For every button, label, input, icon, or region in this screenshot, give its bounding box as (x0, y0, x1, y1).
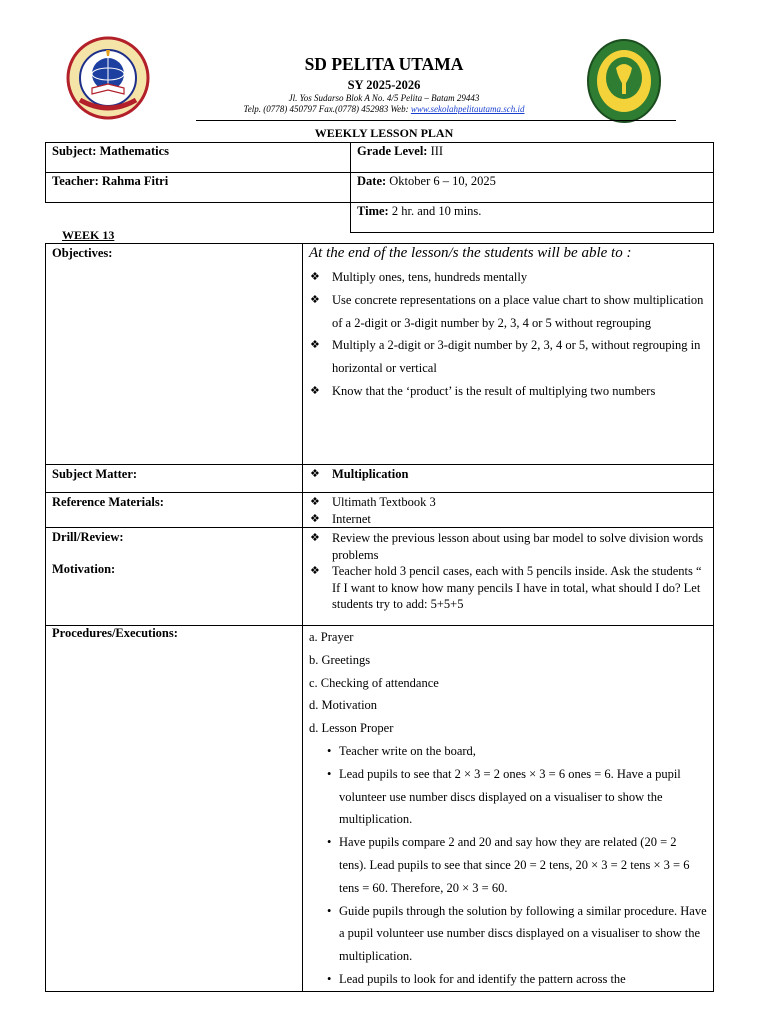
reference-label: Reference Materials: (46, 493, 303, 528)
date-value: Oktober 6 – 10, 2025 (386, 174, 496, 188)
contact-numbers: Telp. (0778) 450797 Fax.(0778) 452983 Web: (243, 104, 411, 114)
school-contact (0, 104, 768, 114)
drill-label: Drill/Review: (52, 530, 124, 544)
time-label: Time: (357, 204, 389, 218)
lesson-bullet: • Teacher write on the board, (327, 740, 707, 763)
date-label: Date: (357, 174, 387, 188)
objective-item: ❖ Use concrete representations on a place value chart to show multiplication of a 2-digit or 3-digit number by 2, 3, 4 or 5 without regrouping (309, 289, 707, 335)
time-value: 2 hr. and 10 mins. (388, 204, 482, 218)
objectives-intro: At the end of the lesson/s the students will be able to : (309, 245, 632, 261)
drill-motivation-labels (46, 528, 303, 626)
procedure-step: b. Greetings (309, 652, 371, 667)
reference-content (303, 493, 714, 528)
date-cell (351, 173, 714, 203)
subject-matter-label: Subject Matter: (46, 465, 303, 493)
lesson-bullet: • Guide pupils through the solution by following a similar procedure. Have a pupil volunteer use number discs displayed on a visualiser to show the multiplication. (327, 900, 707, 968)
website-link[interactable]: www.sekolahpelitautama.sch.id (410, 104, 525, 114)
procedure-step: c. Checking of attendance (309, 675, 439, 690)
drill-motivation-content (303, 528, 714, 626)
objectives-label: Objectives: (46, 244, 303, 465)
week-label: WEEK 13 (62, 228, 115, 242)
procedure-step: d. Lesson Proper (309, 721, 394, 736)
school-address: Jl. Yos Sudarso Blok A No. 4/5 Pelita – Batam 29443 (288, 93, 480, 103)
school-year: SY 2025-2026 (347, 78, 421, 92)
lesson-bullet: • Lead pupils to see that 2 × 3 = 2 ones × 3 = 6 ones = 6. Have a pupil volunteer use number discs displayed on a visualiser to show the multiplication. (327, 763, 707, 831)
info-table (45, 142, 714, 233)
subject-matter-content (303, 465, 714, 493)
grade-label: Grade Level: (357, 144, 428, 158)
grade-value: III (427, 144, 444, 158)
lesson-bullet: • Have pupils compare 2 and 20 and say how they are related (20 = 2 tens). Lead pupils to see that since 20 = 2 tens, 20 × 3 = 2 tens × 3 = 6 tens = 60. Therefore, 20 × 3 = 60. (327, 831, 707, 899)
lesson-bullet: • Lead pupils to look for and identify the pattern across the (327, 968, 707, 991)
header-divider (196, 120, 676, 121)
lesson-table (45, 243, 714, 992)
subject-cell: Subject: Mathematics (46, 143, 351, 173)
plan-title: WEEKLY LESSON PLAN (314, 126, 454, 140)
objective-item: ❖ Multiply a 2-digit or 3-digit number by 2, 3, 4 or 5, without regrouping in horizontal or vertical (309, 334, 707, 380)
motivation-text: ❖ Teacher hold 3 pencil cases, each with 5 pencils inside. Ask the students “ If I want to know how many pencils I have in total, what should I do? Let students try to add: 5+5+5 (309, 563, 707, 613)
teacher-cell: Teacher: Rahma Fitri (46, 173, 351, 203)
objectives-content (303, 244, 714, 465)
drill-text: ❖ Review the previous lesson about using bar model to solve division words problems (309, 530, 707, 563)
lesson-proper-list (309, 740, 707, 991)
objective-item: ❖ Multiply ones, tens, hundreds mentally (309, 266, 707, 289)
procedures-label: Procedures/Executions: (46, 626, 303, 992)
time-cell (351, 203, 714, 233)
procedures-content (303, 626, 714, 992)
reference-item: ❖ Internet (309, 511, 707, 528)
subject-matter-value: ❖ Multiplication (309, 466, 707, 483)
procedure-step: d. Motivation (309, 698, 378, 713)
drill-motivation-list (309, 530, 707, 613)
reference-list (309, 494, 707, 527)
objective-item: ❖ Know that the ‘product’ is the result of multiplying two numbers (309, 380, 707, 403)
objectives-list (309, 266, 707, 403)
subject-matter-list (309, 466, 707, 483)
grade-cell (351, 143, 714, 173)
school-name: SD PELITA UTAMA (304, 54, 464, 74)
motivation-label: Motivation: (52, 562, 116, 576)
reference-item: ❖ Ultimath Textbook 3 (309, 494, 707, 511)
procedure-step: a. Prayer (309, 630, 354, 644)
